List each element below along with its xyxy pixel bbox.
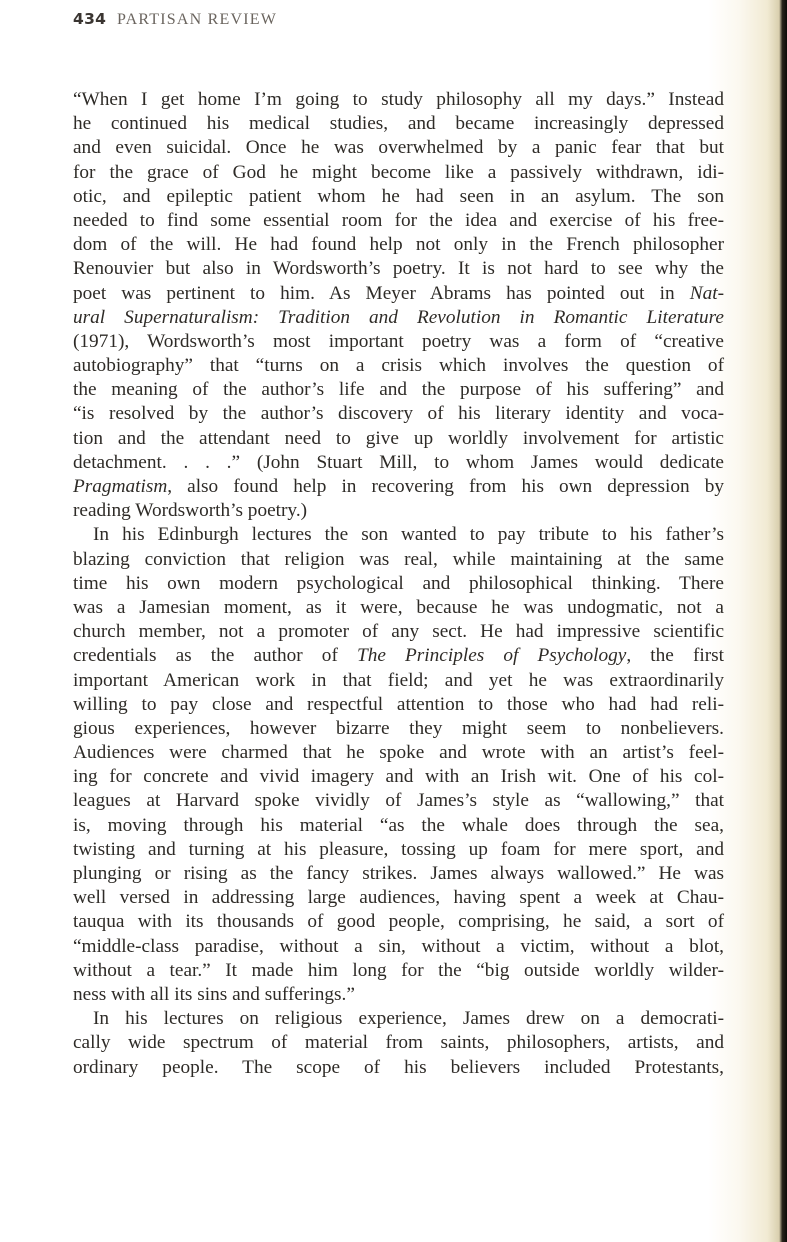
text-line (73, 910, 724, 934)
text-line (73, 765, 724, 789)
text-line (73, 402, 724, 426)
text-segment: well versed in addressing large audiences, having spent a week at Chau- (73, 887, 724, 909)
page-number: 434 (73, 10, 107, 28)
text-line (73, 523, 724, 547)
text-segment: dom of the will. He had found help not only in the French philosopher (73, 234, 724, 256)
text-segment: credentials as the author of (73, 645, 357, 667)
text-segment: (1971), Wordsworth’s most important poetry was a form of “creative (73, 330, 724, 352)
text-segment: time his own modern psychological and philosophical thinking. There (73, 572, 724, 594)
text-segment: and even suicidal. Once he was overwhelmed by a panic fear that but (73, 137, 724, 159)
text-line (73, 983, 724, 1007)
text-line (73, 306, 724, 330)
text-line (73, 814, 724, 838)
text-segment: tauqua with its thousands of good people, comprising, he said, a sort of (73, 911, 724, 933)
text-segment: In his lectures on religious experience, James drew on a democrati- (93, 1008, 724, 1030)
text-segment: “middle-class paradise, without a sin, without a victim, without a blot, (73, 935, 724, 957)
text-line (73, 959, 724, 983)
text-line (73, 1056, 724, 1080)
text-line (73, 1031, 724, 1055)
text-line (73, 693, 724, 717)
text-segment: plunging or rising as the fancy strikes. James always wallowed.” He was (73, 863, 724, 884)
text-segment: Audiences were charmed that he spoke and wrote with an artist’s feel- (73, 742, 724, 764)
text-line (73, 475, 724, 499)
text-segment: leagues at Harvard spoke vividly of James’s style as “wallowing,” that (73, 790, 724, 812)
text-segment: In his Edinburgh lectures the son wanted to pay tribute to his father’s (93, 524, 724, 546)
text-segment: important American work in that field; and yet he was extraordinarily (73, 669, 724, 691)
italic-title-text: The Principles of Psychology (356, 645, 627, 667)
text-segment: ing for concrete and vivid imagery and with an Irish wit. One of his col- (73, 766, 724, 788)
text-segment: cally wide spectrum of material from saints, philosophers, artists, and (73, 1032, 724, 1054)
text-line (73, 838, 724, 862)
text-line (73, 427, 724, 451)
text-line (73, 330, 724, 354)
text-line (73, 862, 724, 886)
text-segment: ordinary people. The scope of his believers included Protestants, (73, 1056, 724, 1078)
text-line (73, 717, 724, 741)
text-segment: detachment. . . .” (John Stuart Mill, to whom James would dedicate (73, 451, 724, 473)
text-line (73, 233, 724, 257)
text-line (73, 548, 724, 572)
text-segment: without a tear.” It made him long for the “big outside worldly wilder- (73, 959, 724, 981)
italic-title-text: Nat- (689, 282, 724, 304)
text-segment: willing to pay close and respectful attention to those who had had reli- (73, 693, 724, 715)
text-line (73, 596, 724, 620)
text-line (73, 886, 724, 910)
text-line (73, 499, 724, 523)
text-line (73, 789, 724, 813)
journal-title: PARTISAN REVIEW (117, 11, 278, 28)
running-header (73, 9, 277, 29)
text-segment: , also found help in recovering from his own depression by (167, 476, 724, 497)
italic-title-text: Pragmatism (73, 476, 168, 497)
text-line (73, 354, 724, 378)
text-segment: gious experiences, however bizarre they might seem to nonbelievers. (73, 717, 724, 739)
text-segment: needed to find some essential room for the idea and exercise of his free- (73, 209, 724, 231)
text-segment: “When I get home I’m going to study philosophy all my days.” Instead (73, 89, 724, 110)
text-line (73, 741, 724, 765)
text-segment: is, moving through his material “as the whale does through the sea, (73, 814, 724, 836)
text-line (73, 112, 724, 136)
text-line (73, 88, 724, 112)
text-segment: ness with all its sins and sufferings.” (73, 983, 355, 1005)
text-segment: tion and the attendant need to give up worldly involvement for artistic (73, 427, 724, 449)
text-line (73, 451, 724, 475)
text-segment: church member, not a promoter of any sect. He had impressive scientific (73, 621, 724, 643)
text-segment: for the grace of God he might become like a passively withdrawn, idi- (73, 161, 724, 183)
text-segment: twisting and turning at his pleasure, tossing up foam for mere sport, and (73, 838, 724, 860)
text-segment: Renouvier but also in Wordsworth’s poetry. It is not hard to see why the (73, 258, 724, 280)
text-segment: blazing conviction that religion was real, while maintaining at the same (73, 548, 724, 570)
text-line (73, 282, 724, 306)
body-text (73, 88, 724, 1080)
text-line (73, 1007, 724, 1031)
text-segment: otic, and epileptic patient whom he had seen in an asylum. The son (73, 185, 724, 207)
text-segment: autobiography” that “turns on a crisis which involves the question of (73, 355, 724, 377)
text-segment: was a Jamesian moment, as it were, because he was undogmatic, not a (73, 596, 724, 618)
text-segment: the meaning of the author’s life and the purpose of his suffering” and (73, 379, 724, 401)
text-line (73, 572, 724, 596)
text-segment: reading Wordsworth’s poetry.) (73, 500, 308, 522)
text-segment: “is resolved by the author’s discovery of his literary identity and voca- (73, 403, 724, 425)
text-line (73, 644, 724, 668)
text-line (73, 620, 724, 644)
text-line (73, 185, 724, 209)
text-segment: poet was pertinent to him. As Meyer Abrams has pointed out in (73, 282, 690, 304)
text-line (73, 209, 724, 233)
text-line (73, 669, 724, 693)
text-line (73, 136, 724, 160)
text-line (73, 161, 724, 185)
text-segment: , the first (626, 645, 725, 667)
italic-title-text: ural Supernaturalism: Tradition and Revolution in Romantic Literature (73, 306, 724, 328)
text-line (73, 935, 724, 959)
text-line (73, 378, 724, 402)
text-segment: he continued his medical studies, and became increasingly depressed (73, 113, 724, 135)
text-line (73, 257, 724, 281)
